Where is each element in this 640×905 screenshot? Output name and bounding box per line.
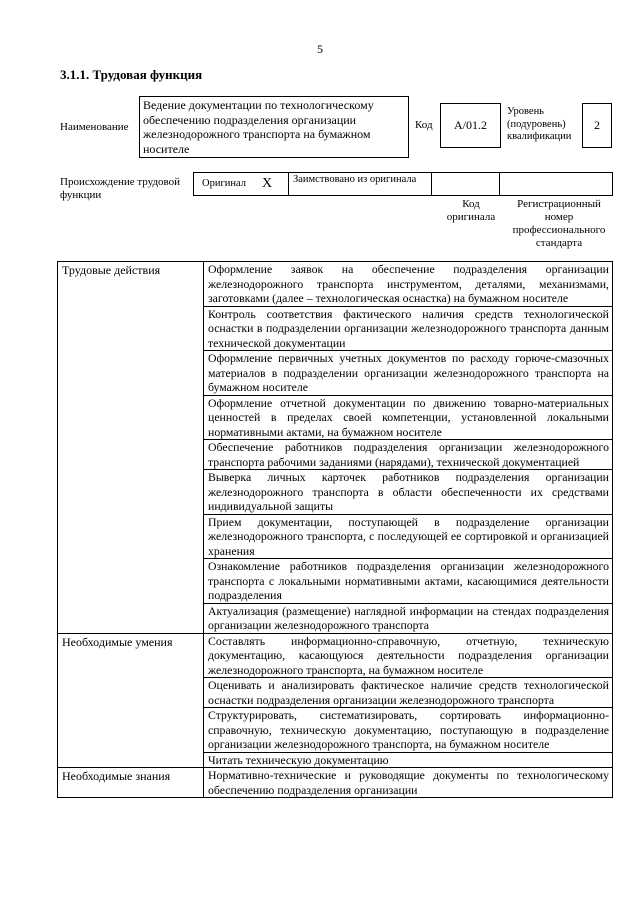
table-row [58, 633, 613, 678]
page-number: 5 [317, 42, 323, 56]
section-item: Выверка личных карточек работников подразделения организации железнодорожного транспорта в области обеспеченности их средствами индивидуальной защиты [204, 470, 613, 515]
level-value: 2 [594, 118, 600, 133]
table-row [58, 262, 613, 307]
table-row [58, 768, 613, 798]
section-item: Актуализация (размещение) наглядной информации на стендах подразделения организации железнодорожного транспорта [204, 603, 613, 633]
original-mark: X [262, 176, 273, 192]
section-item: Ознакомление работников подразделения организации железнодорожного транспорта с локальными нормативными актами, касающимися деятельности подразделения [204, 559, 613, 604]
code-value: А/01.2 [454, 118, 487, 133]
function-table [57, 261, 613, 798]
section-item: Структурировать, систематизировать, сортировать информационно-справочную, техническую документацию, поступающую в подразделение организации железнодорожного транспорта, на бумажном носителе [204, 708, 613, 753]
name-value: Ведение документации по технологическому обеспечению подразделения организации железнодорожного транспорта на бумажном носителе [143, 98, 374, 156]
borrowed-label: Заимствовано из оригинала [293, 174, 417, 185]
level-label: Уровень (подуровень) квалификации [507, 106, 572, 142]
borrowed-cell [289, 173, 432, 195]
code-caption: Код оригинала [446, 198, 496, 223]
level-value-box [582, 103, 612, 148]
code-value-box [440, 103, 501, 148]
section-item: Контроль соответствия фактического наличия средств технологической оснастки в подразделении организации железнодорожного транспорта данным технической документации [204, 306, 613, 351]
section-item: Обеспечение работников подразделения организации железнодорожного транспорта рабочими заданиями (нарядами), технической документацией [204, 440, 613, 470]
name-label: Наименование [60, 121, 129, 133]
section-item: Составлять информационно-справочную, отчетную, техническую документацию, касающуюся деятельности подразделения организации железнодорожного транспорта, на бумажном носителе [204, 633, 613, 678]
section-item: Оформление отчетной документации по движению товарно-материальных ценностей в пределах своей компетенции, установленной локальными нормативными актами, на бумажном носителе [204, 395, 613, 440]
section-item: Читать техническую документацию [204, 752, 613, 768]
section-heading: Трудовые действия [58, 262, 204, 634]
section-title: 3.1.1. Трудовая функция [60, 67, 203, 82]
name-value-box [139, 96, 409, 158]
code-label: Код [415, 119, 433, 131]
section-item: Нормативно-технические и руководящие документы по технологическому обеспечению подразделения организации [204, 768, 613, 798]
original-label: Оригинал [202, 178, 246, 190]
section-heading: Необходимые умения [58, 633, 204, 768]
section-heading: Необходимые знания [58, 768, 204, 798]
reg-caption: Регистрационный номер профессионального стандарта [512, 198, 606, 249]
original-cell [194, 173, 289, 195]
origin-row [193, 172, 613, 196]
section-item: Оформление первичных учетных документов по расходу горюче-смазочных материалов в подразделении организации железнодорожного транспорта на бумажном носителе [204, 351, 613, 396]
reg-number-cell [500, 173, 612, 195]
section-item: Прием документации, поступающей в подразделение организации железнодорожного транспорта, с последующей ее сортировкой и организацией хранения [204, 514, 613, 559]
origin-label: Происхождение трудовой функции [60, 176, 181, 201]
origin-code-cell [432, 173, 500, 195]
section-item: Оценивать и анализировать фактическое наличие средств технологической оснастки подразделения организации железнодорожного транспорта [204, 678, 613, 708]
section-item: Оформление заявок на обеспечение подразделения организации железнодорожного транспорта инструментом, деталями, механизмами, заготовками (далее – технологическая оснастка) на бумажном носителе [204, 262, 613, 307]
